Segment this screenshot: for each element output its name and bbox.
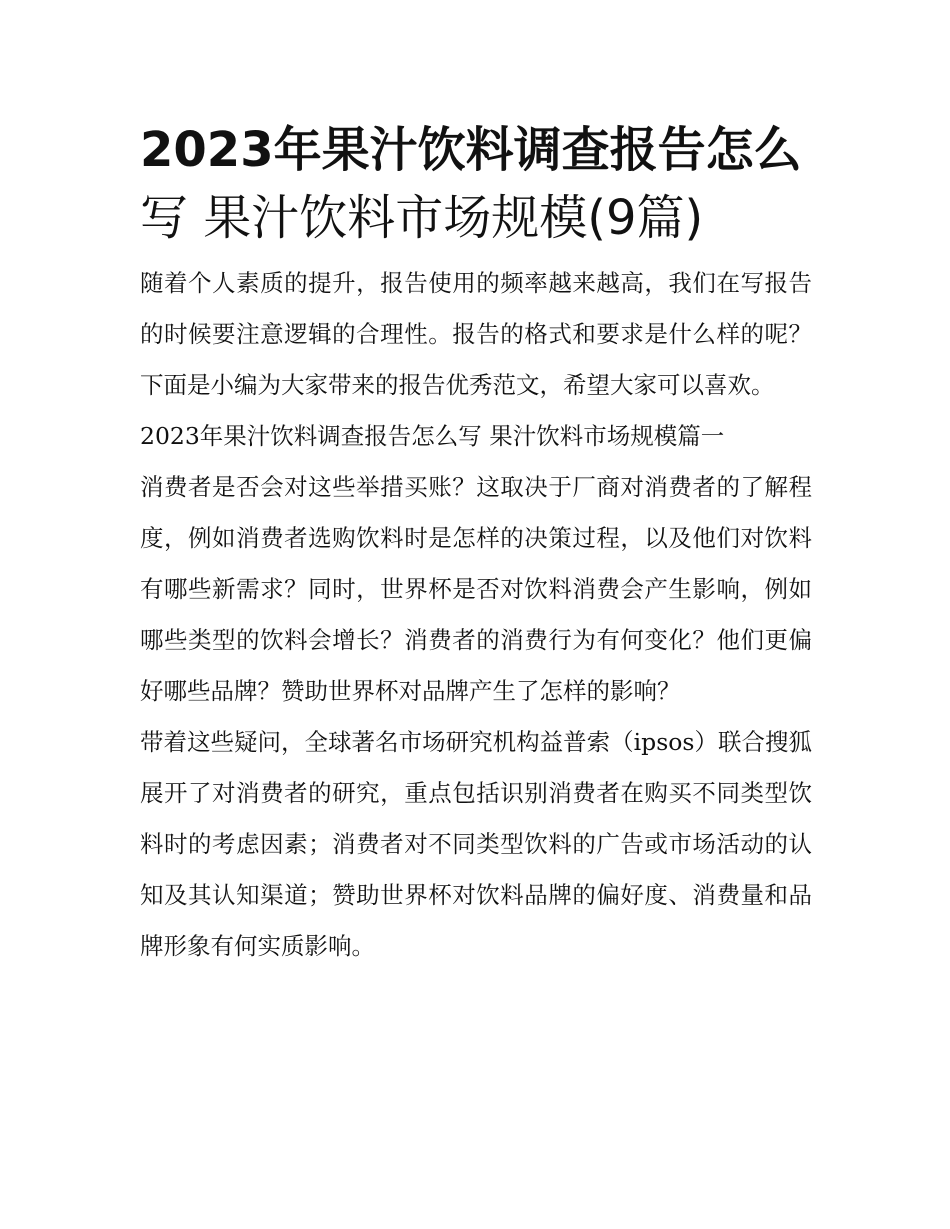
document-body xyxy=(140,258,812,972)
document-title-line-1: 2023年果汁饮料调查报告怎么 xyxy=(140,122,802,178)
document-page xyxy=(140,116,812,972)
document-title-line-2: 写 果汁饮料市场规模(9篇) xyxy=(140,190,704,246)
section-heading: 2023年果汁饮料调查报告怎么写 果汁饮料市场规模篇一 xyxy=(140,422,725,450)
intro-paragraph: 随着个人素质的提升，报告使用的频率越来越高，我们在写报告的时候要注意逻辑的合理性。报告的格式和要求是什么样的呢？下面是小编为大家带来的报告优秀范文，希望大家可以喜欢。 xyxy=(140,269,812,399)
body-paragraph-1: 消费者是否会对这些举措买账？这取决于厂商对消费者的了解程度，例如消费者选购饮料时是怎样的决策过程，以及他们对饮料有哪些新需求？同时，世界杯是否对饮料消费会产生影响，例如哪些类型的饮料会增长？消费者的消费行为有何变化？他们更偏好哪些品牌？赞助世界杯对品牌产生了怎样的影响？ xyxy=(140,473,812,705)
body-paragraph-2: 带着这些疑问，全球著名市场研究机构益普索（ipsos）联合搜狐展开了对消费者的研究，重点包括识别消费者在购买不同类型饮料时的考虑因素；消费者对不同类型饮料的广告或市场活动的认知及其认知渠道；赞助世界杯对饮料品牌的偏好度、消费量和品牌形象有何实质影响。 xyxy=(140,728,812,960)
document-title xyxy=(140,116,812,252)
